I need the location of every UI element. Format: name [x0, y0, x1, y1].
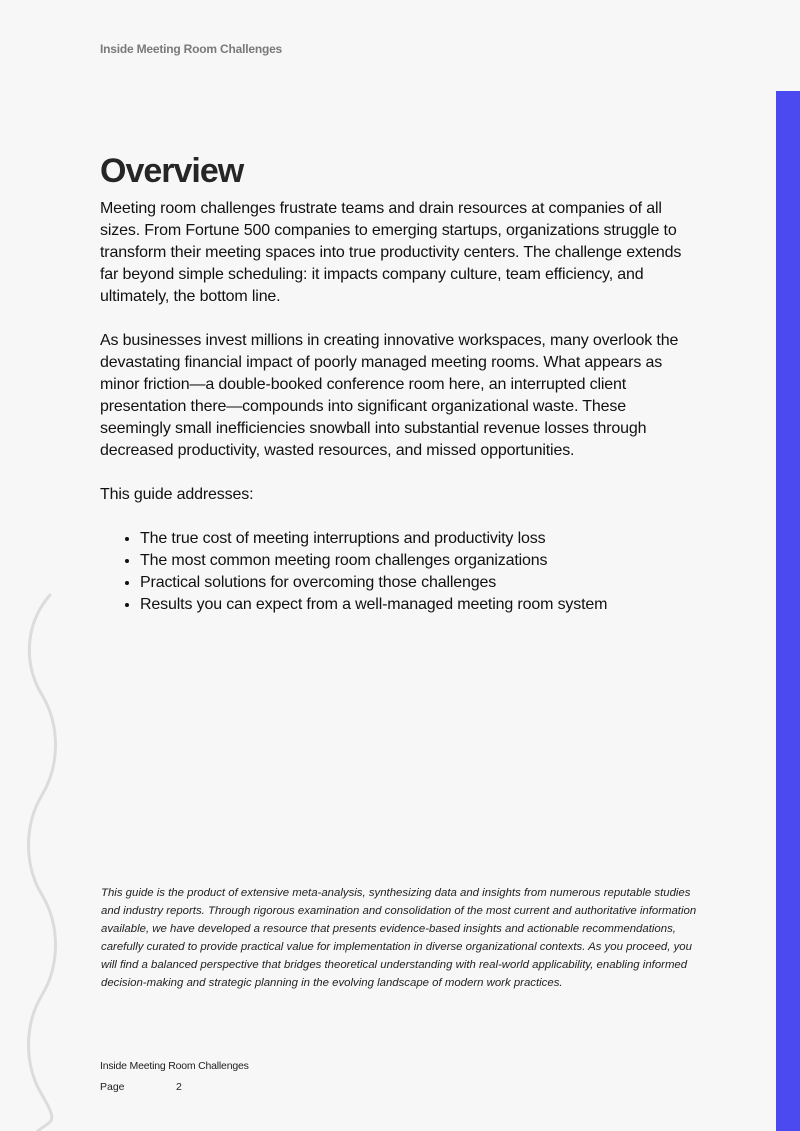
- page-number: 2: [176, 1081, 182, 1093]
- list-item: • The most common meeting room challenges organizations: [140, 550, 700, 572]
- impact-paragraph: As businesses invest millions in creating innovative workspaces, many overlook the devastating financial impact of poorly managed meeting rooms. What appears as minor friction—a double-booked conference room here, an interrupted client presentation there—compounds into significant organizational waste. These seemingly small inefficiencies snowball into substantial revenue losses through decreased productivity, wasted resources, and missed opportunities.: [100, 332, 679, 459]
- guide-addresses-text: This guide addresses:: [100, 486, 254, 503]
- topics-list: [100, 528, 700, 616]
- running-header: Inside Meeting Room Challenges: [100, 42, 283, 56]
- accent-bar: [776, 91, 800, 1131]
- page-title: Overview: [100, 152, 244, 190]
- list-item: • Results you can expect from a well-managed meeting room system: [140, 594, 700, 616]
- decorative-wave: [22, 590, 62, 1131]
- footer-page-info: [100, 1080, 249, 1094]
- intro-paragraph: Meeting room challenges frustrate teams and drain resources at companies of all sizes. From Fortune 500 companies to emerging startups, organizations struggle to transform their meeting spaces into true productivity centers. The challenge extends far beyond simple scheduling: it impacts company culture, team efficiency, and ultimately, the bottom line.: [100, 200, 682, 305]
- footer-title: Inside Meeting Room Challenges: [100, 1060, 249, 1072]
- main-content: [100, 150, 700, 616]
- disclaimer-text: This guide is the product of extensive meta-analysis, synthesizing data and insights from numerous reputable studies and industry reports. Through rigorous examination and consolidation of the most current and authoritative information available, we have developed a resource that presents evidence-based insights and actionable recommendations, carefully curated to provide practical value for implementation in diverse organizational contexts. As you proceed, you will find a balanced perspective that bridges theoretical understanding with real-world applicability, enabling informed decision-making and strategic planning in the evolving landscape of modern work practices.: [101, 887, 697, 989]
- list-item: • The true cost of meeting interruptions and productivity loss: [140, 528, 700, 550]
- page-footer: [100, 1059, 249, 1094]
- list-item: • Practical solutions for overcoming those challenges: [140, 572, 700, 594]
- page-label: Page: [100, 1081, 125, 1093]
